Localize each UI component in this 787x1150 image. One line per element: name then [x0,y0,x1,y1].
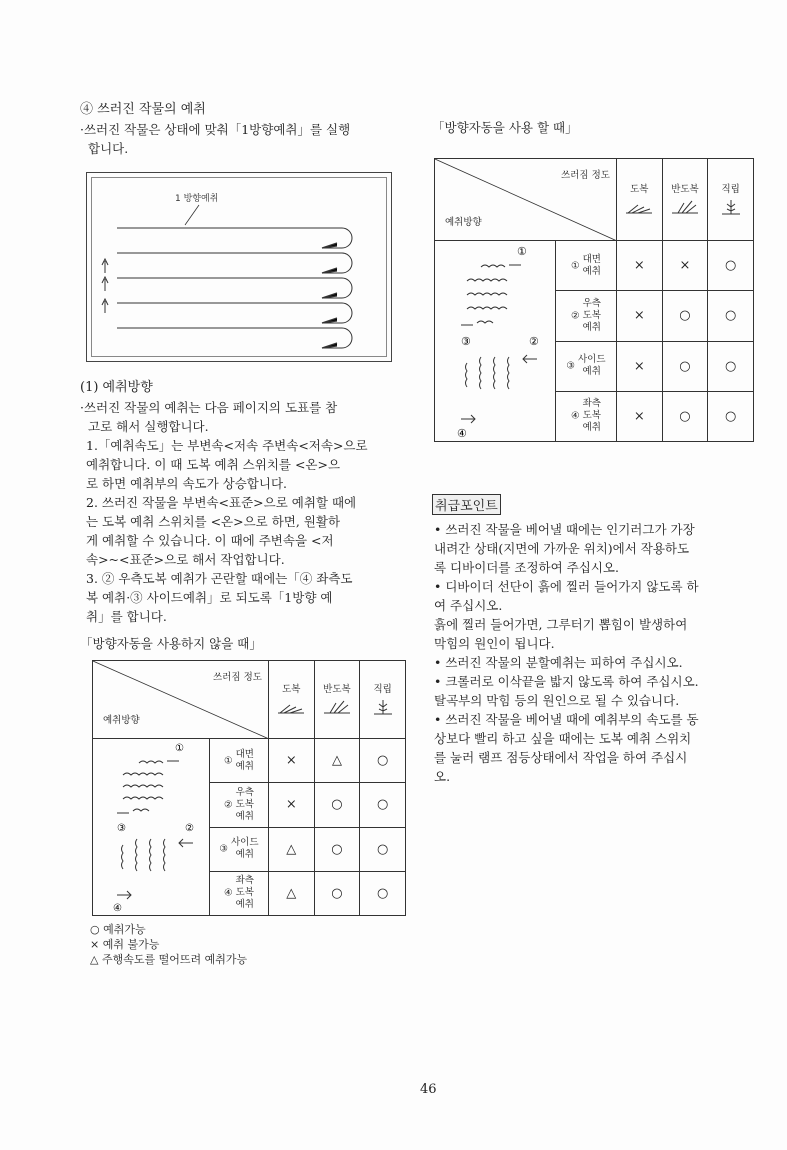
upright-crop-icon [368,699,398,715]
cell-mark: ○ [708,291,754,341]
svg-text:②: ② [185,823,194,834]
svg-text:②: ② [529,335,539,348]
cell-mark: △ [268,871,314,915]
svg-text:①: ① [175,743,184,754]
cell-mark: × [662,241,708,291]
crop-section-intro [80,100,410,158]
cell-mark: △ [268,827,314,871]
intro-line: ·쓰러진 작물의 예취는 다음 페이지의 도표를 참 [80,400,338,415]
legend-slow: △ 주행속도를 떨어뜨려 예취가능 [90,953,248,966]
col-header: 직립 [708,159,754,241]
cell-mark: ○ [314,827,360,871]
crop-direction-figure [93,739,209,915]
handling-points-title: 취급포인트 [432,494,501,515]
svg-text:①: ① [517,245,527,258]
cell-mark: × [616,391,662,441]
row-header-2: ② 우측 도복 예취 [556,291,617,341]
col-header: 도복 [616,159,662,241]
intro-line: ·쓰러진 작물은 상태에 맞춰「1방향예취」를 실행 [80,122,351,137]
bullet-item: • 디바이더 선단이 흙에 찔러 들어가지 않도록 하 여 주십시오. 흙에 찔러 들어가면, 그루터기 뽑힘이 발생하여 막힘의 원인이 됩니다. [434,579,699,651]
cell-mark: × [268,739,314,783]
cell-mark: ○ [662,391,708,441]
cell-mark: ○ [708,391,754,441]
cell-mark: ○ [662,291,708,341]
col-header: 도복 [268,661,314,739]
cell-mark: × [616,341,662,391]
bullet-item: • 쓰러진 작물을 베어낼 때에는 인기러그가 가장 내려간 상태(지면에 가까운 위치)에서 작용하도 록 디바이더를 조정하여 주십시오. [434,522,695,575]
row-header-4: ④ 좌측 도복 예취 [556,391,617,441]
one-direction-diagram [86,172,392,362]
half-lodged-crop-icon [670,199,700,215]
cell-mark: ○ [360,871,406,915]
col-header: 반도복 [314,661,360,739]
row-header-4: ④ 좌측 도복 예취 [210,871,269,915]
cell-mark: ○ [360,783,406,827]
row-header-3: ③ 사이드 예취 [210,827,269,871]
direction-figure-cell [93,739,210,916]
cell-mark: × [268,783,314,827]
path-lines-figure [87,173,393,363]
intro-line: 고로 해서 실행합니다. [88,419,209,434]
intro-line: 합니다. [88,141,129,156]
bullet-item: • 쓰러진 작물의 분할예취는 피하여 주십시오. [434,655,683,670]
legend [90,922,247,967]
row-header-1: ① 대면 예취 [556,241,617,291]
diagram-label: 1 방향예취 [175,194,219,204]
svg-text:③: ③ [461,335,471,348]
cell-mark: ○ [360,739,406,783]
cell-mark: ○ [314,783,360,827]
row-header-2: ② 우측 도복 예취 [210,783,269,827]
col-header: 반도복 [662,159,708,241]
cell-mark: × [616,241,662,291]
list-item: 2. 쓰러진 작물을 부변속<표준>으로 예취할 때에 는 도복 예취 스위치를 <온>으로 하면, 원활하 게 예취할 수 있습니다. 이 때에 주변속을 <저 속>~<표준>으로 해서 작업합니다. [86,495,357,567]
corner-cell: 쓰러짐 정도 예취방향 [93,661,269,739]
handling-points-list [432,520,762,786]
table-caption: 「방향자동을 사용 할 때」 [432,120,578,135]
lodged-crop-icon [276,699,306,715]
svg-text:④: ④ [457,427,467,440]
svg-text:③: ③ [117,823,126,834]
table-caption: 「방향자동을 사용하지 않을 때」 [80,636,262,651]
lodged-crop-icon [624,199,654,215]
section-heading: ④ 쓰러진 작물의 예취 [80,102,206,117]
cell-mark: ○ [708,341,754,391]
cell-mark: ○ [662,341,708,391]
cell-mark: △ [314,739,360,783]
bullet-item: • 쓰러진 작물을 베어낼 때에 예취부의 속도를 동 상보다 빨리 하고 싶을 때에는 도복 예취 스위치 를 눌러 램프 점등상태에서 작업을 하여 주십시 오. [434,712,699,784]
row-header-3: ③ 사이드 예취 [556,341,617,391]
harvest-direction-section [80,378,410,626]
crop-direction-figure [435,241,555,441]
numbered-list [80,436,410,626]
half-lodged-crop-icon [322,699,352,715]
upright-crop-icon [716,199,746,215]
page-number: 46 [420,1082,437,1097]
cell-mark: × [616,291,662,341]
svg-text:④: ④ [113,903,122,914]
list-item: 1.「예취속도」는 부변속<저속 주변속<저속>으로 예취합니다. 이 때 도복 예취 스위치를 <온>으 로 하면 예취부의 속도가 상승합니다. [86,438,368,491]
row-header-1: ① 대면 예취 [210,739,269,783]
col-header: 직립 [360,661,406,739]
cell-mark: ○ [360,827,406,871]
cell-mark: ○ [708,241,754,291]
legend-impossible: × 예취 불가능 [90,938,160,951]
bullet-item: • 크롤러로 이삭끝을 밟지 않도록 하여 주십시오. 탈곡부의 막힘 등의 원인으로 될 수 있습니다. [434,674,699,708]
list-item: 3. ② 우측도복 예취가 곤란할 때에는「④ 좌측도 복 예취·③ 사이드예취」로 되도록「1방향 예 취」를 합니다. [86,571,353,624]
corner-cell: 쓰러짐 정도 예취방향 [435,159,617,241]
harvest-table-no-auto [92,660,406,916]
direction-figure-cell [435,241,556,442]
legend-possible: ○ 예취가능 [90,923,146,936]
cell-mark: ○ [314,871,360,915]
harvest-table-auto [434,158,754,442]
section-heading: (1) 예취방향 [80,380,153,395]
